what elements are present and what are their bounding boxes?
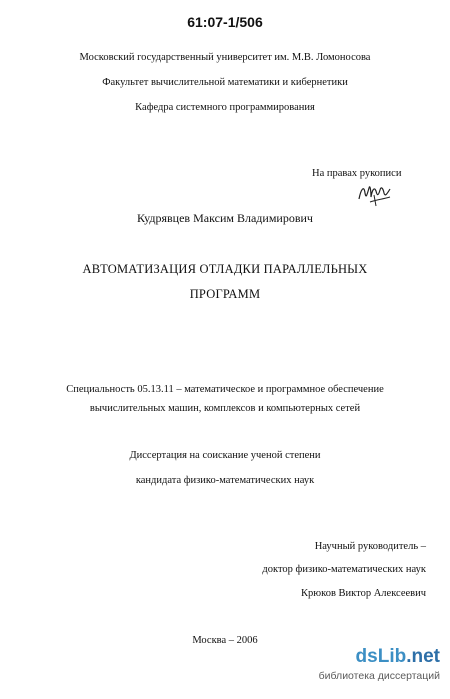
supervisor-degree: доктор физико-математических наук [262, 564, 426, 575]
degree-line-1: Диссертация на соискание ученой степени [129, 450, 321, 461]
dslib-logo-domain: .net [406, 646, 440, 667]
handwritten-signature [356, 175, 396, 211]
dslib-tagline: библиотека диссертаций [318, 670, 440, 682]
supervisor-label: Научный руководитель – [314, 541, 426, 552]
specialty-line-1: Специальность 05.13.11 – математическое и программное обеспечение [66, 384, 384, 395]
dslib-watermark [290, 645, 440, 693]
dslib-logo-name: dsLib [355, 646, 407, 667]
dslib-logo [356, 645, 440, 669]
supervisor-name: Крюков Виктор Алексеевич [301, 588, 426, 599]
document-code: 61:07-1/506 [187, 14, 263, 30]
specialty-line-2: вычислительных машин, комплексов и компьютерных сетей [89, 403, 361, 414]
degree-line-2: кандидата физико-математических наук [135, 475, 315, 486]
department-name: Кафедра системного программирования [135, 102, 315, 113]
place-year: Москва – 2006 [192, 635, 258, 646]
university-name: Московский государственный университет им. М.В. Ломоносова [79, 52, 371, 63]
thesis-title-line-1: АВТОМАТИЗАЦИЯ ОТЛАДКИ ПАРАЛЛЕЛЬНЫХ [82, 262, 368, 276]
author-name: Кудрявцев Максим Владимирович [137, 211, 313, 225]
faculty-name: Факультет вычислительной математики и кибернетики [102, 77, 348, 88]
manuscript-note: На правах рукописи [312, 168, 402, 179]
thesis-title-line-2: ПРОГРАММ [189, 287, 261, 301]
